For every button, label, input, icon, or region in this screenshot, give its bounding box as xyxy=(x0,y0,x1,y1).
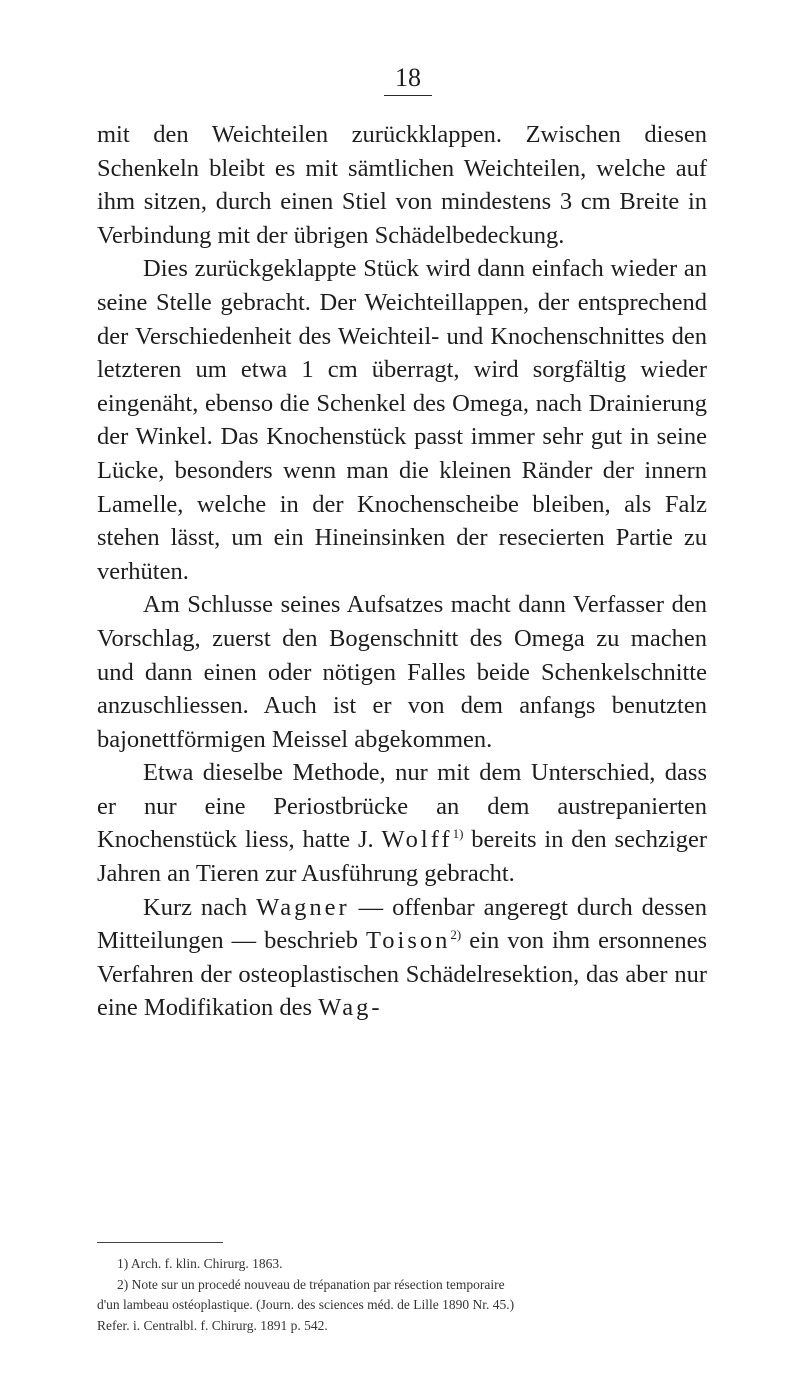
paragraph-1 xyxy=(97,118,707,252)
author-name-wolff: Wolff xyxy=(381,826,453,854)
body-text xyxy=(97,118,707,1025)
paragraph-5 xyxy=(97,891,707,1025)
footnotes xyxy=(97,1254,707,1336)
footnote-1: 1) Arch. f. klin. Chirurg. 1863. xyxy=(117,1256,283,1271)
author-name-wagner-split: Wag- xyxy=(318,994,383,1022)
paragraph-5-text-b: — offenbar angeregt durch dessen Mitteilungen — beschrieb xyxy=(97,893,707,955)
footnote-2-line-2: d'un lambeau ostéoplastique. (Journ. des sciences méd. de Lille 1890 Nr. 45.) xyxy=(97,1297,515,1312)
paragraph-5-text-a: Kurz nach xyxy=(143,893,257,921)
paragraph-4 xyxy=(97,756,707,890)
paragraph-1-text: mit den Weichteilen zurückklappen. Zwischen diesen Schenkeln bleibt es mit sämtlichen Weichteilen, welche auf ihm sitzen, durch einen Stiel von mindestens 3 cm Breite in Verbindung mit der übrigen Schädelbedeckung. xyxy=(97,121,707,249)
footnote-2-line-3: Refer. i. Centralbl. f. Chirurg. 1891 p. 542. xyxy=(97,1317,328,1333)
footnote-divider xyxy=(97,1242,223,1243)
footnote-2-line-1: 2) Note sur un procedé nouveau de trépanation par résection temporaire xyxy=(117,1276,505,1292)
paragraph-4-text-b: bereits in den sechziger Jahren an Tieren zur Ausführung gebracht. xyxy=(97,826,707,888)
paragraph-2 xyxy=(97,252,707,588)
footnote-ref-2: 2) xyxy=(450,927,462,943)
paragraph-2-text: Dies zurückgeklappte Stück wird dann einfach wieder an seine Stelle gebracht. Der Weichteillappen, der entsprechend der Verschiedenheit des Weichteil- und Knochenschnittes den letzteren um etwa 1 cm überragt, wird sorgfältig wieder eingenäht, ebenso die Schenkel des Omega, nach Drainierung der Winkel. Das Knochenstück passt immer sehr gut in seine Lücke, besonders wenn man die kleinen Ränder der innern Lamelle, welche in der Knochenscheibe bleiben, als Falz stehen lässt, um ein Hineinsinken der resecierten Partie zu verhüten. xyxy=(97,255,707,585)
paragraph-3-text: Am Schlusse seines Aufsatzes macht dann Verfasser den Vorschlag, zuerst den Bogenschnitt des Omega zu machen und dann einen oder nötigen Falles beide Schenkelschnitte anzuschliessen. Auch ist er von dem anfangs benutzten bajonettförmigen Meissel abgekommen. xyxy=(97,591,707,753)
paragraph-4-text-a: Etwa dieselbe Methode, nur mit dem Unterschied, dass er nur eine Periostbrücke an dem austrepanierten Knochenstück liess, hatte J. xyxy=(97,759,707,854)
author-name-toison: Toison xyxy=(366,927,451,955)
paragraph-3 xyxy=(97,588,707,756)
author-name-wagner: Wagner xyxy=(256,893,350,921)
footnote-ref-1: 1) xyxy=(452,826,464,842)
paragraph-5-text-c: ein von ihm ersonnenes Verfahren der osteoplastischen Schädelresektion, das aber nur eine Modifikation des xyxy=(97,927,707,1022)
page-number: 18 xyxy=(384,64,432,96)
